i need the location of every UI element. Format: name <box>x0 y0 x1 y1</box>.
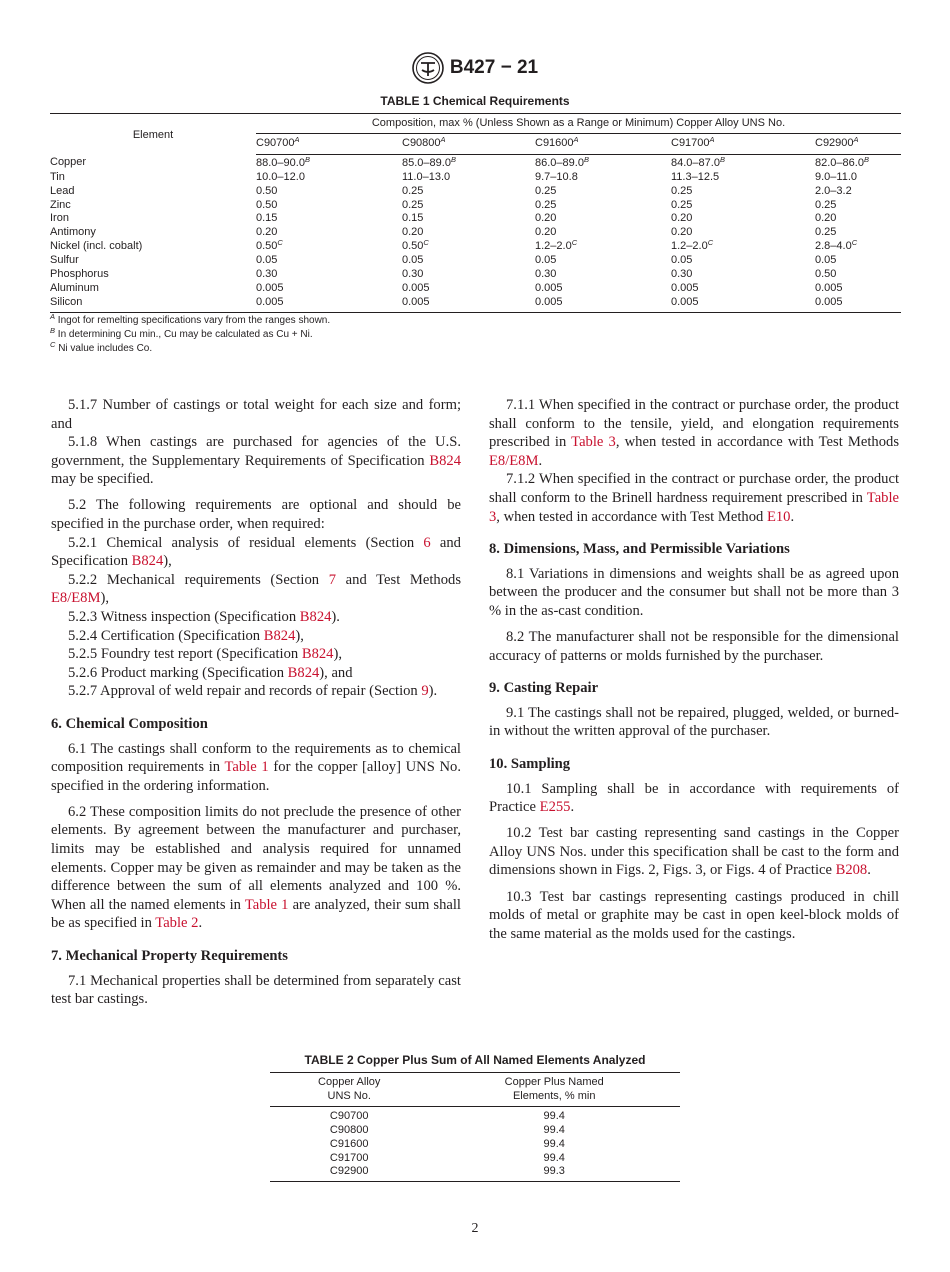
sum-value: 99.4 <box>543 1137 565 1150</box>
composition-value: 0.05 <box>815 254 837 267</box>
composition-cell <box>671 171 815 185</box>
composition-value: 9.7–10.8 <box>535 170 578 183</box>
composition-cell <box>815 254 901 268</box>
composition-cell <box>256 240 402 254</box>
link-table-3[interactable]: Table 3 <box>571 434 616 451</box>
element-name: Sulfur <box>50 254 79 267</box>
para-10-3: 10.3 Test bar castings representing castings produced in chill molds of metal or graphite may be cast in open keel-block molds of the same material as the molds used for the castings. <box>489 888 899 942</box>
composition-cell <box>671 240 815 254</box>
composition-cell <box>671 212 815 226</box>
astm-logo-icon <box>412 52 444 84</box>
composition-cell <box>671 199 815 213</box>
composition-cell <box>402 282 535 296</box>
composition-value: 0.05 <box>402 254 424 267</box>
composition-value: 88.0–90.0 <box>256 156 305 169</box>
link-section-9[interactable]: 9 <box>421 683 429 700</box>
composition-value: 0.005 <box>671 295 699 308</box>
footnote-mark: C <box>423 238 429 248</box>
para-7-1-1: 7.1.1 When specified in the contract or purchase order, the product shall conform to the tensile, yield, and elongation requirements prescribed in Table 3, when tested in accordance with Test Methods E8/E8M. <box>489 397 899 469</box>
composition-value: 82.0–86.0 <box>815 156 864 169</box>
link-section-6[interactable]: 6 <box>423 534 431 551</box>
composition-cell <box>535 171 671 185</box>
link-b824[interactable]: B824 <box>429 452 461 469</box>
link-b824[interactable]: B824 <box>131 553 164 570</box>
footnote-mark: C <box>571 238 578 248</box>
composition-value: 0.05 <box>671 254 693 267</box>
composition-value: 0.005 <box>815 295 843 308</box>
para-5-2-5: 5.2.5 Foundry test report (Specification B824), <box>68 646 342 663</box>
composition-cell <box>535 240 671 254</box>
composition-value: 0.005 <box>815 281 843 294</box>
composition-cell <box>256 268 402 282</box>
composition-value: 0.005 <box>256 295 284 308</box>
composition-cell <box>256 185 402 199</box>
composition-value: 0.05 <box>256 254 278 267</box>
para-8-2: 8.2 The manufacturer shall not be responsible for the dimensional accuracy of patterns or molds furnished by the purchaser. <box>489 629 899 664</box>
composition-value: 0.005 <box>256 281 284 294</box>
composition-value: 1.2–2.0 <box>535 240 572 253</box>
right-column <box>489 396 899 943</box>
composition-cell <box>815 185 901 199</box>
composition-cell <box>815 199 901 213</box>
composition-group-header: Composition, max % (Unless Shown as a Range or Minimum) Copper Alloy UNS No. <box>256 114 901 134</box>
document-code: B427 − 21 <box>449 57 539 78</box>
footnote-mark: A <box>294 134 300 144</box>
composition-value: 84.0–87.0 <box>671 156 720 169</box>
link-table-1[interactable]: Table 1 <box>244 896 289 913</box>
footnote-mark: C <box>50 339 56 349</box>
table-row <box>50 254 901 268</box>
heading-6: 6. Chemical Composition <box>51 716 208 732</box>
composition-cell <box>402 154 535 170</box>
footnote <box>50 325 330 342</box>
table-row <box>50 282 901 296</box>
composition-value: 0.25 <box>402 184 424 197</box>
composition-cell <box>671 254 815 268</box>
composition-cell <box>535 254 671 268</box>
composition-cell <box>535 154 671 170</box>
composition-value: 0.25 <box>815 198 837 211</box>
table2-title: TABLE 2 Copper Plus Sum of All Named Elements Analyzed <box>304 1053 646 1067</box>
footnote-text: Ingot for remelting specifications vary from the ranges shown. <box>57 315 331 326</box>
alloy-code: C90700 <box>256 136 295 149</box>
table-row <box>50 268 901 282</box>
heading-10: 10. Sampling <box>489 756 571 772</box>
composition-value: 0.30 <box>535 268 557 281</box>
heading-7: 7. Mechanical Property Requirements <box>51 948 288 965</box>
composition-cell <box>815 226 901 240</box>
composition-value: 1.2–2.0 <box>671 240 708 253</box>
table1-footnotes <box>50 314 330 355</box>
composition-value: 0.20 <box>815 212 837 225</box>
composition-cell <box>815 282 901 296</box>
link-e10[interactable]: E10 <box>766 508 791 525</box>
element-name: Lead <box>50 184 75 197</box>
footnote-mark: B <box>583 154 589 164</box>
alloy-header <box>535 133 671 154</box>
composition-cell <box>256 171 402 185</box>
value-column-header: Copper Plus Named Elements, % min <box>428 1073 680 1107</box>
composition-value: 0.05 <box>535 254 557 267</box>
composition-cell <box>535 212 671 226</box>
composition-cell <box>402 254 535 268</box>
composition-value: 0.30 <box>402 268 424 281</box>
para-7-1-2: 7.1.2 When specified in the contract or purchase order, the product shall conform to the Brinell hardness requirement prescribed in Table 3, when tested in accordance with Test Method E10. <box>489 471 899 525</box>
heading-8: 8. Dimensions, Mass, and Permissible Variations <box>489 541 790 558</box>
composition-cell <box>256 282 402 296</box>
composition-cell <box>815 296 901 312</box>
composition-value: 0.50 <box>256 184 278 197</box>
element-name: Zinc <box>50 198 71 211</box>
composition-cell <box>815 240 901 254</box>
page-number: 2 <box>471 1221 479 1236</box>
alloy-code: C91600 <box>535 136 574 149</box>
composition-value: 0.15 <box>402 212 424 225</box>
composition-cell <box>671 296 815 312</box>
composition-value: 11.0–13.0 <box>402 170 451 183</box>
para-8-1: 8.1 Variations in dimensions and weights shall be as agreed upon between the producer and the consumer but shall not be more than 3 % in the as-cast condition. <box>489 565 899 619</box>
table-row <box>50 171 901 185</box>
composition-value: 0.005 <box>402 295 430 308</box>
composition-value: 0.20 <box>671 212 693 225</box>
table-row <box>270 1106 680 1123</box>
element-name: Aluminum <box>50 281 99 294</box>
composition-cell <box>815 171 901 185</box>
alloy-code: C91700 <box>329 1151 369 1164</box>
composition-value: 0.25 <box>402 198 424 211</box>
alloy-code: C92900 <box>270 1165 428 1181</box>
footnote-mark: B <box>304 154 310 164</box>
alloy-code: C90700 <box>329 1109 369 1122</box>
link-section-7[interactable]: 7 <box>328 571 337 588</box>
composition-value: 0.005 <box>402 281 430 294</box>
link-table-3[interactable]: Table 3 <box>489 489 899 525</box>
para-7-1: 7.1 Mechanical properties shall be determined from separately cast test bar castings. <box>51 972 461 1008</box>
composition-cell <box>256 199 402 213</box>
composition-cell <box>402 212 535 226</box>
footnote-mark: A <box>853 134 859 144</box>
composition-cell <box>256 254 402 268</box>
composition-value: 0.25 <box>535 198 557 211</box>
alloy-column-header: Copper Alloy UNS No. <box>270 1073 428 1107</box>
footnote-mark: A <box>440 134 446 144</box>
composition-cell <box>256 154 402 170</box>
para-5-2-1: 5.2.1 Chemical analysis of residual elements (Section 6 and Specification B824), <box>51 534 461 570</box>
para-9-1: 9.1 The castings shall not be repaired, plugged, welded, or burned-in without the written approval of the purchaser. <box>489 704 899 740</box>
composition-cell <box>402 185 535 199</box>
composition-cell <box>256 296 402 312</box>
composition-value: 85.0–89.0 <box>402 156 451 169</box>
composition-value: 0.50 <box>256 240 278 253</box>
footnote-mark: C <box>277 238 283 248</box>
table1-title: TABLE 1 Chemical Requirements <box>380 94 570 108</box>
composition-cell <box>671 226 815 240</box>
link-table-2[interactable]: Table 2 <box>155 915 199 932</box>
composition-value: 0.20 <box>256 226 278 239</box>
link-b824[interactable]: B824 <box>301 646 334 663</box>
link-e8-e8m[interactable]: E8/E8M <box>489 452 539 469</box>
sum-value: 99.4 <box>543 1109 565 1122</box>
composition-cell <box>535 199 671 213</box>
para-6-2: 6.2 These composition limits do not preclude the presence of other elements. By agreement between the manufacturer and purchaser, limits may be established and analysis required for unnamed elements. Copper may be given as remainder and may be taken as the difference between the sum of all elements analyzed and 100 %. When all the named elements in Table 1 are analyzed, their sum shall be as specified in Table 2. <box>51 803 461 932</box>
composition-cell <box>671 154 815 170</box>
element-name: Silicon <box>50 296 256 312</box>
composition-cell <box>815 212 901 226</box>
alloy-code: C92900 <box>815 136 854 149</box>
footnote-text: In determining Cu min., Cu may be calculated as Cu + Ni. <box>57 328 313 340</box>
composition-value: 2.8–4.0 <box>815 240 852 253</box>
footnote-mark: A <box>50 312 56 321</box>
element-name: Nickel (incl. cobalt) <box>50 240 143 253</box>
footnote <box>50 339 330 356</box>
composition-cell <box>671 185 815 199</box>
composition-value: 0.50 <box>402 240 424 253</box>
footnote-mark: B <box>863 154 869 164</box>
composition-cell <box>671 282 815 296</box>
table-row <box>50 240 901 254</box>
alloy-header <box>671 133 815 154</box>
table-row <box>50 199 901 213</box>
composition-value: 2.0–3.2 <box>815 184 852 197</box>
composition-value: 10.0–12.0 <box>256 170 305 183</box>
alloy-code: C90800 <box>402 136 441 149</box>
alloy-code: C90800 <box>329 1123 369 1136</box>
footnote-mark: A <box>573 134 579 144</box>
left-column <box>51 396 461 1009</box>
composition-value: 0.50 <box>256 198 278 211</box>
link-b824[interactable]: B824 <box>287 664 320 681</box>
para-6-1: 6.1 The castings shall conform to the requirements as to chemical composition requirements in Table 1 for the copper [alloy] UNS No. specified in the ordering information. <box>51 740 462 794</box>
composition-cell <box>402 268 535 282</box>
table-row <box>270 1124 680 1138</box>
sum-value: 99.3 <box>428 1165 680 1181</box>
composition-cell <box>535 268 671 282</box>
element-name: Antimony <box>50 226 96 239</box>
footnote-mark: B <box>719 154 725 164</box>
element-name: Iron <box>50 212 69 225</box>
composition-cell <box>402 171 535 185</box>
composition-cell <box>256 212 402 226</box>
table-row <box>50 154 901 170</box>
composition-value: 0.25 <box>535 184 557 197</box>
composition-cell <box>402 240 535 254</box>
copper-sum-table <box>270 1072 680 1182</box>
composition-cell <box>402 199 535 213</box>
composition-value: 0.30 <box>671 268 693 281</box>
table-row <box>270 1165 680 1181</box>
para-5-2-4: 5.2.4 Certification (Specification B824), <box>68 627 304 644</box>
chemical-requirements-table <box>50 113 901 313</box>
footnote-mark: B <box>450 154 456 164</box>
composition-cell <box>815 154 901 170</box>
heading-9: 9. Casting Repair <box>489 680 599 697</box>
alloy-header <box>402 133 535 154</box>
footnote-text: Ni value includes Co. <box>58 342 153 354</box>
alloy-header <box>256 133 402 154</box>
footnote-mark: C <box>707 238 714 248</box>
composition-value: 0.30 <box>256 268 278 281</box>
composition-value: 0.005 <box>671 281 699 294</box>
footnote-mark: A <box>709 134 715 144</box>
para-5-2-3: 5.2.3 Witness inspection (Specification B824). <box>68 609 340 626</box>
element-name: Copper <box>50 156 87 169</box>
element-header: Element <box>50 114 256 155</box>
composition-cell <box>535 282 671 296</box>
composition-value: 0.25 <box>671 198 693 211</box>
composition-value: 0.25 <box>815 226 837 239</box>
composition-value: 0.005 <box>535 281 563 294</box>
alloy-header <box>815 133 901 154</box>
element-name: Tin <box>50 170 65 183</box>
composition-value: 0.50 <box>815 268 837 281</box>
composition-cell <box>535 226 671 240</box>
sum-value: 99.4 <box>543 1123 565 1136</box>
composition-value: 9.0–11.0 <box>815 170 858 183</box>
link-e255[interactable]: E255 <box>539 799 571 816</box>
composition-value: 0.20 <box>402 226 424 239</box>
composition-value: 11.3–12.5 <box>671 170 720 183</box>
footnote-mark: C <box>851 238 858 248</box>
footnote-mark: B <box>50 325 56 335</box>
composition-value: 0.20 <box>535 212 557 225</box>
alloy-code: C91700 <box>671 136 710 149</box>
composition-cell <box>671 268 815 282</box>
link-b824[interactable]: B824 <box>263 627 296 644</box>
sum-value: 99.4 <box>543 1151 565 1164</box>
composition-cell <box>535 185 671 199</box>
composition-value: 86.0–89.0 <box>535 156 584 169</box>
table-row <box>50 185 901 199</box>
para-5-2: 5.2 The following requirements are optional and should be specified in the purchase order, when required: <box>51 497 461 533</box>
para-5-2-2: 5.2.2 Mechanical requirements (Section 7 and Test Methods E8/E8M), <box>51 571 461 607</box>
para-5-2-6: 5.2.6 Product marking (Specification B824), and <box>68 664 353 681</box>
footnote <box>50 314 330 328</box>
composition-value: 0.20 <box>535 226 557 239</box>
link-table-1[interactable]: Table 1 <box>224 759 269 776</box>
link-e8-e8m[interactable]: E8/E8M <box>51 590 101 607</box>
page-header <box>0 52 950 84</box>
table-row <box>50 226 901 240</box>
para-5-1-7: 5.1.7 Number of castings or total weight for each size and form; and <box>51 397 461 432</box>
element-name: Phosphorus <box>50 268 109 281</box>
composition-value: 0.20 <box>671 226 693 239</box>
alloy-code: C91600 <box>329 1137 369 1150</box>
composition-value: 0.25 <box>671 184 693 197</box>
composition-cell <box>402 226 535 240</box>
link-b208[interactable]: B208 <box>835 862 868 879</box>
composition-cell <box>402 296 535 312</box>
para-10-2: 10.2 Test bar casting representing sand castings in the Copper Alloy UNS Nos. under this specification shall be cast to the form and dimensions shown in Figs. 2, Figs. 3, or Figs. 4 of Practice B208. <box>489 825 899 879</box>
table-row <box>270 1138 680 1152</box>
table-row <box>50 296 901 312</box>
table-row <box>270 1152 680 1166</box>
link-b824[interactable]: B824 <box>299 609 332 626</box>
composition-cell <box>535 296 671 312</box>
composition-value: 0.15 <box>256 212 278 225</box>
para-10-1: 10.1 Sampling shall be in accordance with requirements of Practice E255. <box>489 780 899 816</box>
table-row <box>50 212 901 226</box>
para-5-1-8: 5.1.8 When castings are purchased for agencies of the U.S. government, the Supplementary Requirements of Specification B824 may be specified. <box>51 434 461 488</box>
para-5-2-7: 5.2.7 Approval of weld repair and records of repair (Section 9). <box>68 683 438 700</box>
composition-cell <box>815 268 901 282</box>
composition-value: 0.005 <box>535 295 563 308</box>
